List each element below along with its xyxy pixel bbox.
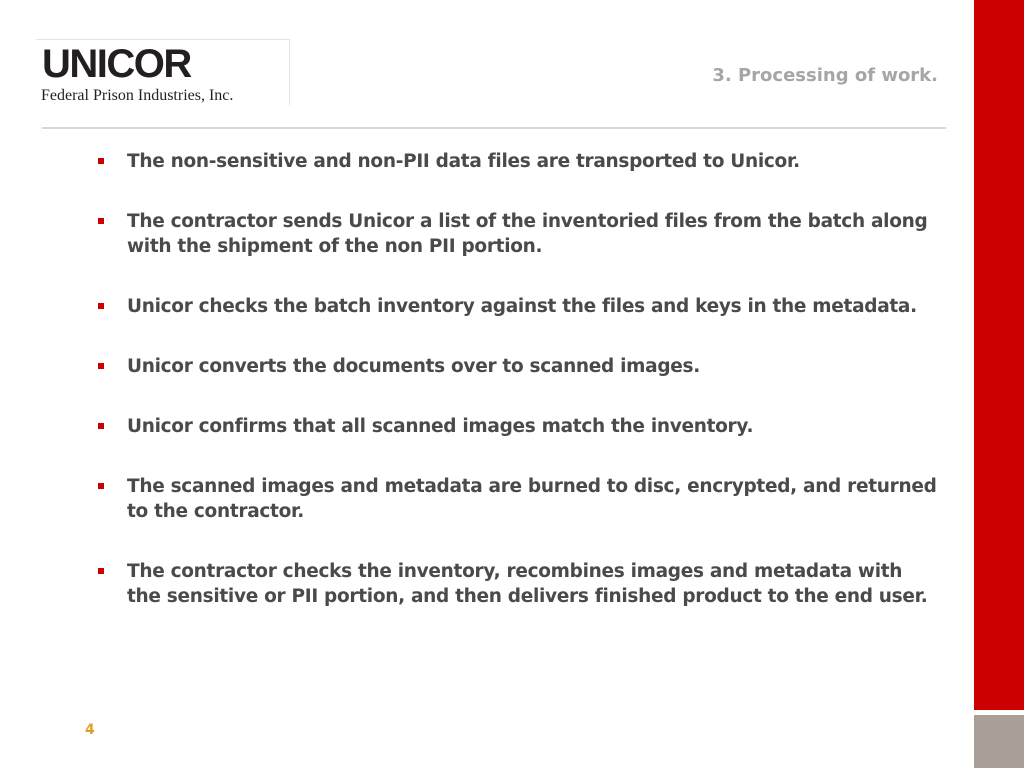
slide-title: 3. Processing of work. [712,65,938,86]
bullet-text: The contractor sends Unicor a list of the inventoried files from the batch along with the shipment of the non PII portion. [127,211,928,257]
bullet-text: Unicor confirms that all scanned images match the inventory. [127,416,754,437]
bullet-item [98,149,938,174]
logo-subtitle: Federal Prison Industries, Inc. [41,87,234,104]
bullet-square-icon [98,363,104,369]
bullet-square-icon [98,568,104,574]
side-accent-bar [974,0,1024,710]
bullet-square-icon [98,483,104,489]
bullet-text: Unicor converts the documents over to scanned images. [127,356,700,377]
bullet-item [98,474,938,524]
bullet-item [98,414,938,439]
bullet-item [98,294,938,319]
bullet-square-icon [98,218,104,224]
page-number: 4 [85,722,95,738]
bullet-list [98,149,938,644]
header-divider [42,127,946,129]
bullet-square-icon [98,303,104,309]
bullet-text: The contractor checks the inventory, recombines images and metadata with the sensitive or PII portion, and then delivers finished product to the end user. [127,561,928,607]
side-footer-block [974,715,1024,768]
bullet-item [98,559,938,609]
bullet-square-icon [98,158,104,164]
bullet-text: Unicor checks the batch inventory against the files and keys in the metadata. [127,296,917,317]
bullet-item [98,354,938,379]
unicor-logo [36,39,290,105]
bullet-square-icon [98,423,104,429]
bullet-item [98,209,938,259]
logo-wordmark: UNICOR [42,42,191,86]
bullet-text: The scanned images and metadata are burned to disc, encrypted, and returned to the contractor. [127,476,937,522]
bullet-text: The non-sensitive and non-PII data files are transported to Unicor. [127,151,800,172]
